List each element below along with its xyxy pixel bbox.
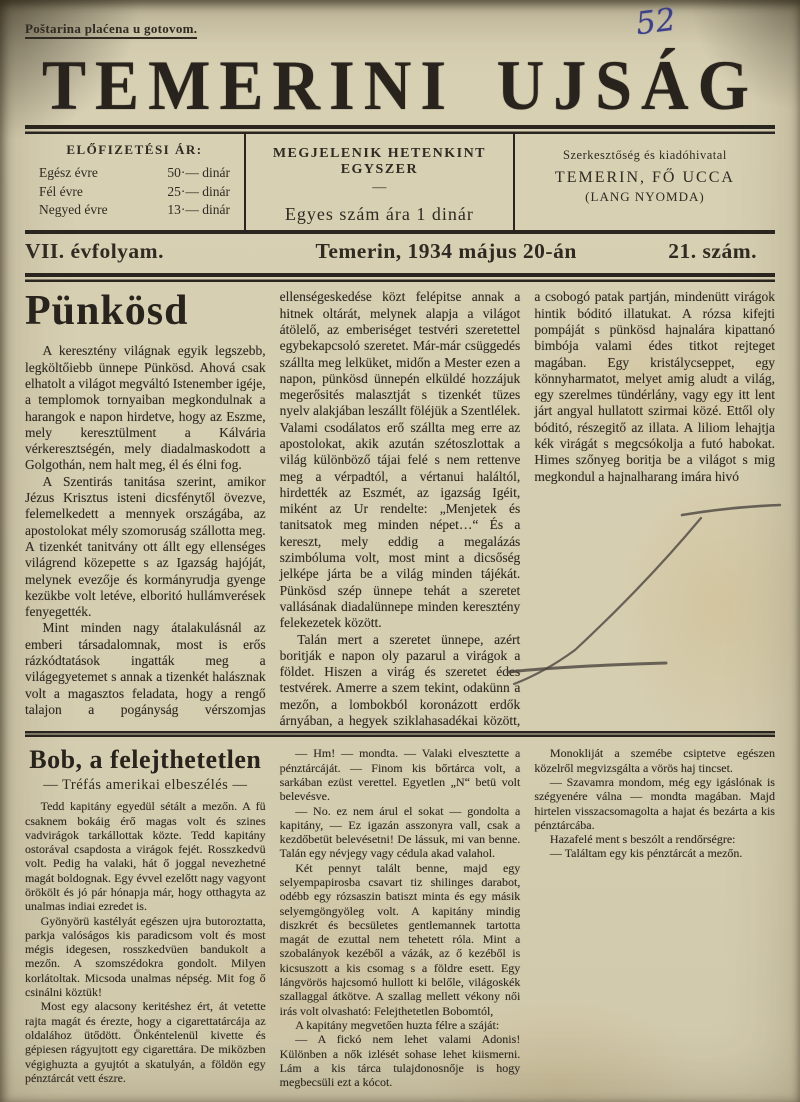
info-bar (25, 134, 775, 230)
subscription-row (35, 183, 234, 201)
rule-below-dateline (25, 273, 775, 282)
office-caption: Szerkesztőség és kiadóhivatal (563, 148, 727, 163)
rule-below-masthead (25, 125, 775, 134)
story-paragraph: Két pennyt talált benne, majd egy selyempapirosba csavart tiz shilinges darabot, odébb egy rózsaszin batiszt minta és egy másik selyemgöngyöleg volt. A kapitány mindig diszkrét és becsületes gentlemannek tartotta magát de ezuttal nem tehetett róla. Mint a szobalányok kezéből a vázák, az ő kezéből is kicsuszott a kis csomag s a földre esett. Egy lángvörös hajcsomó hullott ki belőle, világoskék szallaggal átkötve. A szallag mellett vékony női irás volt olvasható: Felejthetetlen Bobomtól, (279, 860, 521, 1018)
story-paragraph: Gyönyörü kastélyát egészen ujra butoroztatta, parkja valóságos kis paradicsom volt és most mégis idegesen, rosszkedvüen bandukolt a mezőn. A szomszédokra gondolt. Milyen korlátoltak. Micsoda unalmas népség. Mit fog ő csinálni köztük! (25, 913, 266, 1000)
story-paragraph: — No. ez nem árul el sokat — gondolta a kapitány, — Ez igazán asszonyra vall, csak a kezdőbetüt belevésetni! De lássuk, mi van benne. Talán egy névjegy vagy cédula akad valahol. (279, 803, 521, 861)
price-line: Egyes szám ára 1 dinár (284, 203, 474, 224)
issue-label: 21. szám. (668, 239, 757, 264)
article-paragraph: A Szentirás tanitása szerint, amikor Jézus Krisztus isteni dicsfénytől övezve, felemelkedett a mennyek országába, az apostolokat mély szomoruság szállotta meg. A tizenkét tanitvány ott állt egy ellenséges világrend közepette s az Igazság hajóját, melynek evezője és kormányrudja gyenge kezükbe volt letéve, elboritó hullámverések fenyegették. (25, 473, 266, 620)
story-paragraph: A kapitány megvetően huzta félre a száját: (295, 1017, 500, 1032)
subscription-box (25, 134, 244, 230)
divider-dash: — (372, 180, 387, 196)
frequency-box (244, 134, 513, 230)
lead-article (25, 289, 775, 731)
subscription-label: Egész évre (39, 165, 98, 181)
frequency-line: MEGJELENIK HETENKINT EGYSZER (272, 146, 487, 178)
story-article (25, 746, 775, 1094)
story-paragraph: — Hm! — mondta. — Valaki elvesztette a pénztárcáját. — Finom kis bőrtárca volt, a sarkában ezüst verettel. Egyetlen „N“ betü volt belevésve. (279, 746, 521, 804)
dateline (25, 234, 775, 273)
subscription-row (35, 164, 234, 182)
story-subtitle: — Tréfás amerikai elbeszélés — (43, 776, 248, 793)
story-paragraph: Most egy alacsony keritéshez ért, át vetette rajta magát és érezte, hogy a cigarettatárcája az oldalához ütődött. Önkéntelenül kivette és gépiesen rágyujtott egy cigarettára. De miközben végighuzta a gyujtót a skatulyán, a földön egy pénztárcát vett észre. (25, 999, 266, 1085)
story-title: Bob, a felejthetetlen (29, 746, 262, 775)
article-paragraph: A keresztény világnak egyik legszebb, legköltőiebb ünnepe Pünkösd. Ahová csak elhatolt a világot megváltó Istenember igéje, a templomok tornyaiban megkondulnak a harangok e napon hirdetve, hogy az Eszme, mely keresztülment a Kálvária vérkeresztségén, mely diadalmaskodott a Golgothán, nem halt meg, él és élni fog. (25, 343, 266, 473)
subscription-label: Negyed évre (39, 201, 108, 217)
subscription-row (35, 201, 234, 219)
subscription-value: 25·— dinár (167, 183, 230, 199)
story-paragraph: — Találtam egy kis pénztárcát a mezőn. (549, 846, 743, 861)
section-divider-rule (25, 731, 775, 737)
subscription-label: Fél évre (39, 183, 83, 199)
story-paragraph: Monokliját a szemébe csiptetve egészen közelről megvizsgálta a vörös haj tincset. (534, 746, 775, 775)
masthead-title: TEMERINI UJSÁG (42, 46, 758, 125)
story-paragraph: Hazafelé ment s beszólt a rendőrségre: (549, 832, 736, 847)
story-paragraph: — Szavamra mondom, még egy igáslónak is szégyenére válna — mondta magában. Majd hirtelen visszacsomagolta a hajat és bezárta a kis pénztárcába. (534, 774, 775, 832)
subscription-value: 13·— dinár (167, 201, 230, 217)
story-paragraph: Tedd kapitány egyedül sétált a mezőn. A fü csaknem bokáig érő magas volt és szines vadvirágok tarkállottak közte. Tedd kapitány ostorával csapdosta a virágok fejét. Rosszkedvü volt. Pedig ha valaki, hát ő joggal nevezhetné magát boldognak. Egy évvel ezelőtt nagy vagyont örökölt és jó pár hónapja már, hogy otthagyta az unalmas indiai ezredet is. (25, 799, 266, 914)
article-paragraph: Mint minden nagy átalakulásnál az emberi társadalomnak, most is erős rázkódtatások ingatták meg a világegyetemet s annak a tizenkét halásznak volt a magasztos feladata, hogy a rengő talajon a pogányság vérszomjas ellenségeskedése közt felépitse annak a hitnek oltárát, melynek alapja a világot átölelő, az emberiséget testvéri szeretettel egybekapcsoló szeretet. Már-már csüggedés szállta meg lelküket, midőn a Mester ezen a napon, pünkösd ünnepén elküldé hozzájuk megerősités malasztját s tizenkét tüzes nyelv alakjában leszállt föléjük a Szentlélek. Valami csodálatos erő szállta meg erre az apostolokat, akik azután szétoszlottak a világ különböző tájai felé s nem rettenve meg a vérpadtól, a vértanui haláltól, hirdették az Eszmét, az igazság Igéit, miként az Ur rendelte: „Menjetek és tanitsatok meg minden népet…“ És a kereszt, mely eddig a megalázás szimbóluma volt, most mint a dicsőség jelképe járta be a világ minden tájékát. Pünkösd szép ünnepe tehát a szeretet vallásának diadalünnepe minden keresztény felekezetek között. (25, 289, 521, 717)
office-address: TEMERIN, FŐ UCCA (554, 169, 735, 187)
volume-label: VII. évfolyam. (25, 239, 164, 264)
subscription-title: ELŐFIZETÉSI ÁR: (66, 142, 203, 158)
subscription-value: 50·— dinár (167, 165, 230, 181)
top-bar (25, 0, 775, 46)
article-paragraph: Talán mert a szeretet ünnepe, azért boritják e napon oly pazarul a virágok a földet. Hiszen a virág és szeretet édes testvérek. Amerre a szem tekint, odakünn a mezőn, a lombokból koronázott erdők árnyában, a hegyek sziklahasadékai között, a csobogó patak partján, mindenütt virágok hintik bóditó illatukat. A rózsa kifejti pompáját s pünkösd hajnalára kipattanó bimbója valami édes titkot rejteget magában. Egy kristálycseppet, egy könnyharmatot, melyet amig aludt a világ, egy szerelmes tündérlány, vagy egy itt lent járt angyal hullatott szirmai közé. Ettől oly bóditó, részegitő az illata. A liliom lehajtja kék virágát s megcsókolja a futó habokat. Himes szőnyeg boritja be a világot s mig megkondul a hajnalharang imára hivó (279, 289, 775, 729)
office-printer: (LANG NYOMDA) (585, 189, 705, 205)
story-header (25, 746, 266, 792)
article-title: Pünkösd (25, 289, 189, 335)
office-box (513, 134, 775, 230)
postage-note: Poštarina plaćena u gotovom. (25, 21, 197, 39)
date-label: Temerin, 1934 május 20-án (315, 239, 577, 264)
story-paragraph: — A fickó nem lehet valami Adonis! Különben a nők izlését sohase lehet kiismerni. Lám a kis tárca tulajdonosnője is hogy megbecsüli ezt a kócot. (279, 1032, 521, 1090)
handwritten-number: 52 (633, 1, 678, 43)
